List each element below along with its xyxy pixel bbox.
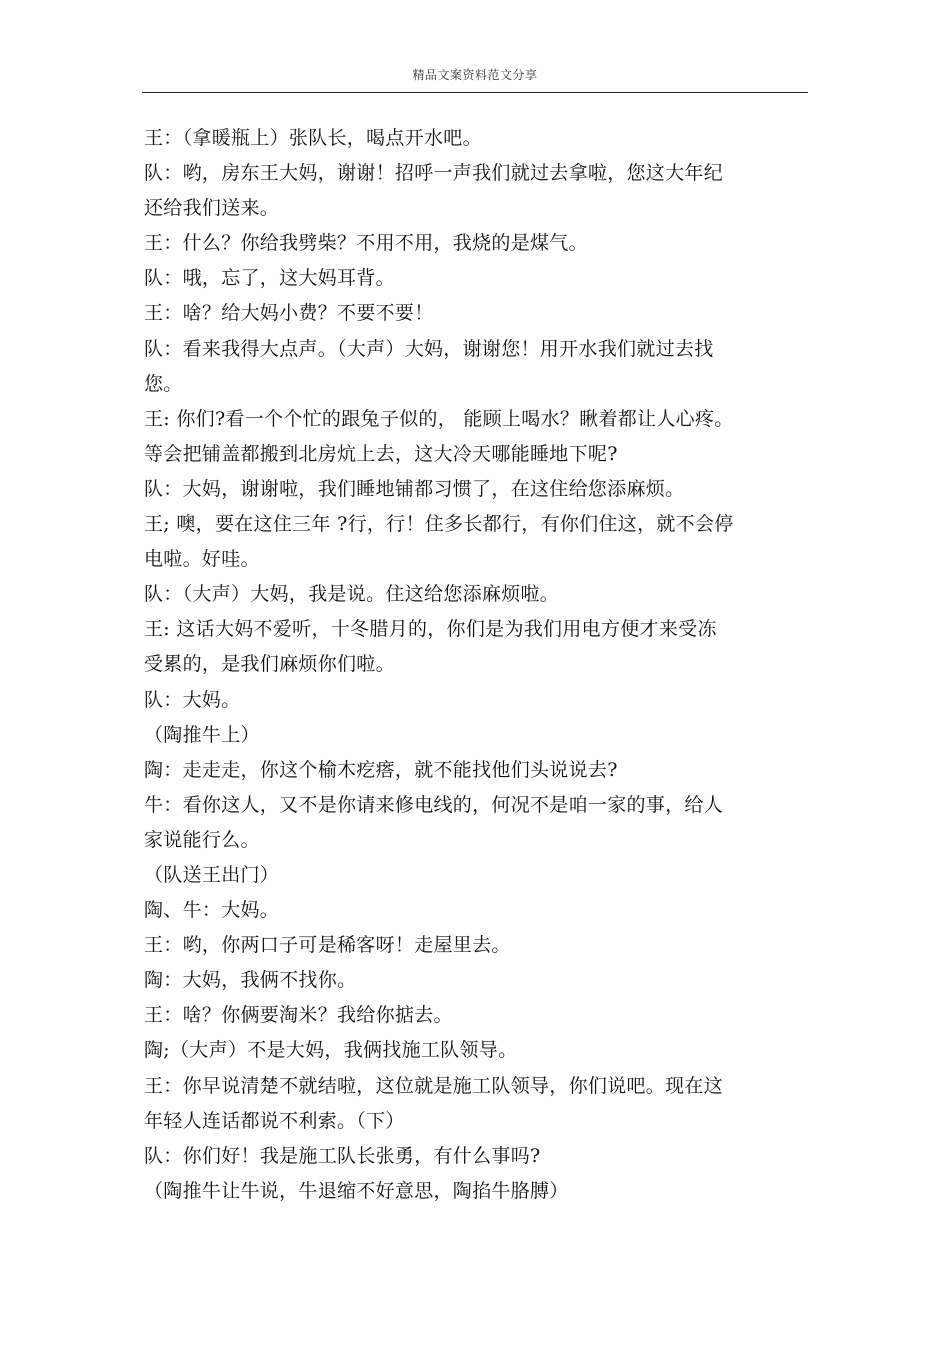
dialogue-line: 王：什么？你给我劈柴？不用不用，我烧的是煤气。 xyxy=(144,232,588,255)
stage-direction: （陶推牛上） xyxy=(144,723,260,746)
stage-direction: （陶推牛让牛说，牛退缩不好意思，陶掐牛胳膊） xyxy=(144,1179,569,1202)
dialogue-line: 队：哦，忘了，这大妈耳背。 xyxy=(144,267,395,290)
dialogue-line: 王：啥？给大妈小费？不要不要！ xyxy=(144,302,434,325)
dialogue-line: 电啦。好哇。 xyxy=(144,548,260,571)
dialogue-line: 您。 xyxy=(144,372,183,395)
dialogue-line: 陶：走走走，你这个榆木疙瘩，就不能找他们头说说去? xyxy=(144,758,618,781)
dialogue-line: 队：你们好！我是施工队长张勇，有什么事吗? xyxy=(144,1144,541,1167)
dialogue-line: 队：大妈。 xyxy=(144,688,241,711)
header-title: 精品文案资料范文分享 xyxy=(412,68,538,82)
dialogue-line: 王：你早说清楚不就结啦，这位就是施工队领导，你们说吧。现在这 xyxy=(144,1074,724,1097)
stage-direction: （队送王出门） xyxy=(144,863,280,886)
dialogue-line: 王：啥？你俩要淘米？我给你掂去。 xyxy=(144,1004,453,1027)
dialogue-line: 等会把铺盖都搬到北房炕上去，这大冷天哪能睡地下呢? xyxy=(144,442,618,465)
dialogue-line: 受累的，是我们麻烦你们啦。 xyxy=(144,653,395,676)
dialogue-line: 王：哟，你两口子可是稀客呀！走屋里去。 xyxy=(144,934,511,957)
dialogue-line: 队：看来我得大点声。（大声）大妈，谢谢您！用开水我们就过去找 xyxy=(144,337,714,360)
dialogue-line: 王; 噢，要在这住三年 ?行，行！住多长都行，有你们住这，就不会停 xyxy=(144,513,734,536)
script-body xyxy=(144,121,784,1209)
dialogue-line: 牛：看你这人，又不是你请来修电线的，何况不是咱一家的事，给人 xyxy=(144,793,724,816)
dialogue-line: 还给我们送来。 xyxy=(144,197,280,220)
page-header xyxy=(142,64,808,93)
dialogue-line: 家说能行么。 xyxy=(144,828,260,851)
dialogue-line: 陶：大妈，我俩不找你。 xyxy=(144,969,357,992)
dialogue-line: 王：（拿暖瓶上）张队长，喝点开水吧。 xyxy=(144,127,482,149)
dialogue-line: 队：哟，房东王大妈，谢谢！招呼一声我们就过去拿啦，您这大年纪 xyxy=(144,162,724,185)
dialogue-line: 陶;（大声）不是大妈，我俩找施工队领导。 xyxy=(144,1039,518,1062)
dialogue-line: 王: 你们?看一个个忙的跟兔子似的， 能顾上喝水？瞅着都让人心疼。 xyxy=(144,407,734,430)
dialogue-line: 年轻人连话都说不利索。（下） xyxy=(144,1109,405,1132)
dialogue-line: 队：大妈，谢谢啦，我们睡地铺都习惯了，在这住给您添麻烦。 xyxy=(144,477,685,500)
dialogue-line: 王: 这话大妈不爱听，十冬腊月的，你们是为我们用电方便才来受冻 xyxy=(144,618,717,641)
dialogue-line: 陶、牛：大妈。 xyxy=(144,899,280,922)
dialogue-line: 队：（大声）大妈，我是说。住这给您添麻烦啦。 xyxy=(144,583,560,606)
